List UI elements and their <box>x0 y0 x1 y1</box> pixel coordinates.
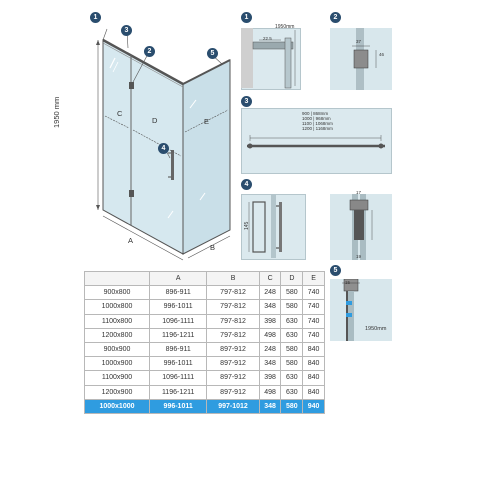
table-cell: 1200x800 <box>85 328 150 342</box>
table-cell: 580 <box>281 399 303 413</box>
table-cell: 840 <box>303 371 325 385</box>
table-cell: 630 <box>281 385 303 399</box>
table-cell: 996-1011 <box>150 357 207 371</box>
table-row <box>85 286 325 300</box>
detail-3-row-1: 900 | 868mm <box>302 111 329 116</box>
table-cell: 797-812 <box>207 314 259 328</box>
detail-1-height-label: 1950mm <box>275 24 295 30</box>
table-cell: 1000x1000 <box>85 399 150 413</box>
table-cell: 797-812 <box>207 286 259 300</box>
detail-5-top-label: 15 <box>345 280 351 285</box>
table-cell: 897-912 <box>207 371 259 385</box>
table-cell: 740 <box>303 300 325 314</box>
table-cell: 840 <box>303 357 325 371</box>
table-row <box>85 342 325 356</box>
table-cell: 997-1012 <box>207 399 259 413</box>
height-dimension-label: 1950 mm <box>52 96 61 128</box>
table-cell: 900x900 <box>85 342 150 356</box>
detail-4-marker: 4 <box>241 179 252 190</box>
table-cell: 398 <box>259 314 281 328</box>
detail-2-marker: 2 <box>330 12 341 23</box>
table-cell: 1000x900 <box>85 357 150 371</box>
table-cell: 896-911 <box>150 342 207 356</box>
table-cell: 900x800 <box>85 286 150 300</box>
dim-c-label: C <box>117 109 123 118</box>
table-cell: 1100x800 <box>85 314 150 328</box>
table-cell: 580 <box>281 300 303 314</box>
side-glass-panel <box>183 60 230 254</box>
marker-3: 3 <box>121 25 132 36</box>
table-cell: 797-812 <box>207 328 259 342</box>
detail-1-offset-label: 22.5 <box>263 36 272 41</box>
marker-5: 5 <box>207 48 218 59</box>
dimensions-table <box>84 271 325 414</box>
table-cell: 348 <box>259 399 281 413</box>
detail-3-marker: 3 <box>241 96 252 107</box>
marker-4: 4 <box>158 143 169 154</box>
detail-4-width-label: 17 <box>356 190 362 195</box>
detail-4-height-label: 145 <box>244 221 250 230</box>
dim-d-label: D <box>152 116 158 125</box>
table-cell: 896-911 <box>150 286 207 300</box>
table-cell: 1200x900 <box>85 385 150 399</box>
table-cell: 897-912 <box>207 342 259 356</box>
detail-2-width-label: 37 <box>356 39 362 44</box>
table-cell: 940 <box>303 399 325 413</box>
detail-2-drawing <box>330 28 392 90</box>
table-cell: 630 <box>281 314 303 328</box>
detail-4-depth-label: 19 <box>356 254 362 259</box>
dim-a-label: A <box>128 236 134 245</box>
table-cell: 398 <box>259 371 281 385</box>
detail-3-row-2: 1000 | 968mm <box>302 116 331 121</box>
table-header-row <box>85 272 325 286</box>
table-row <box>85 385 325 399</box>
table-cell: 348 <box>259 357 281 371</box>
table-header-cell <box>85 272 150 286</box>
detail-1-marker: 1 <box>241 12 252 23</box>
table-cell: 498 <box>259 385 281 399</box>
table-cell: 498 <box>259 328 281 342</box>
table-cell: 580 <box>281 286 303 300</box>
table-row <box>85 314 325 328</box>
detail-5-height-label: 1950mm <box>365 326 387 332</box>
table-cell: 897-912 <box>207 385 259 399</box>
table-cell: 740 <box>303 328 325 342</box>
detail-4-section-drawing <box>330 194 392 260</box>
table-cell: 580 <box>281 357 303 371</box>
table-cell: 740 <box>303 286 325 300</box>
table-row <box>85 357 325 371</box>
table-header-cell: B <box>207 272 259 286</box>
table-cell: 797-812 <box>207 300 259 314</box>
table-cell: 630 <box>281 371 303 385</box>
front-glass-panel <box>103 40 183 254</box>
enclosure-drawing <box>70 18 245 263</box>
table-cell: 580 <box>281 342 303 356</box>
table-cell: 1096-1111 <box>150 371 207 385</box>
table-cell: 1196-1211 <box>150 385 207 399</box>
table-cell: 840 <box>303 342 325 356</box>
door-handle <box>171 150 174 180</box>
table-row <box>85 371 325 385</box>
table-header-cell: C <box>259 272 281 286</box>
table-cell: 996-1011 <box>150 399 207 413</box>
table-row <box>85 300 325 314</box>
detail-3-row-3: 1100 | 1068mm <box>302 121 333 126</box>
table-header-cell: D <box>281 272 303 286</box>
table-row <box>85 328 325 342</box>
detail-4-drawing <box>241 194 306 260</box>
table-cell: 348 <box>259 300 281 314</box>
hinge-top <box>129 82 134 89</box>
dim-b-label: B <box>210 243 216 252</box>
table-cell: 1096-1111 <box>150 314 207 328</box>
marker-1: 1 <box>90 12 101 23</box>
table-cell: 248 <box>259 286 281 300</box>
hinge-bottom <box>129 190 134 197</box>
table-header-cell: E <box>303 272 325 286</box>
table-cell: 840 <box>303 385 325 399</box>
table-row-highlight <box>85 399 325 413</box>
table-cell: 996-1011 <box>150 300 207 314</box>
table-header-cell: A <box>150 272 207 286</box>
marker-2: 2 <box>144 46 155 57</box>
table-cell: 1196-1211 <box>150 328 207 342</box>
dim-e-label: E <box>204 117 210 126</box>
table-cell: 1100x900 <box>85 371 150 385</box>
detail-2-height-label: 46 <box>379 52 385 57</box>
table-cell: 248 <box>259 342 281 356</box>
detail-3-row-4: 1200 | 1168mm <box>302 126 333 131</box>
table-cell: 740 <box>303 314 325 328</box>
detail-5-marker: 5 <box>330 265 341 276</box>
table-cell: 897-912 <box>207 357 259 371</box>
table-cell: 630 <box>281 328 303 342</box>
table-cell: 1000x800 <box>85 300 150 314</box>
